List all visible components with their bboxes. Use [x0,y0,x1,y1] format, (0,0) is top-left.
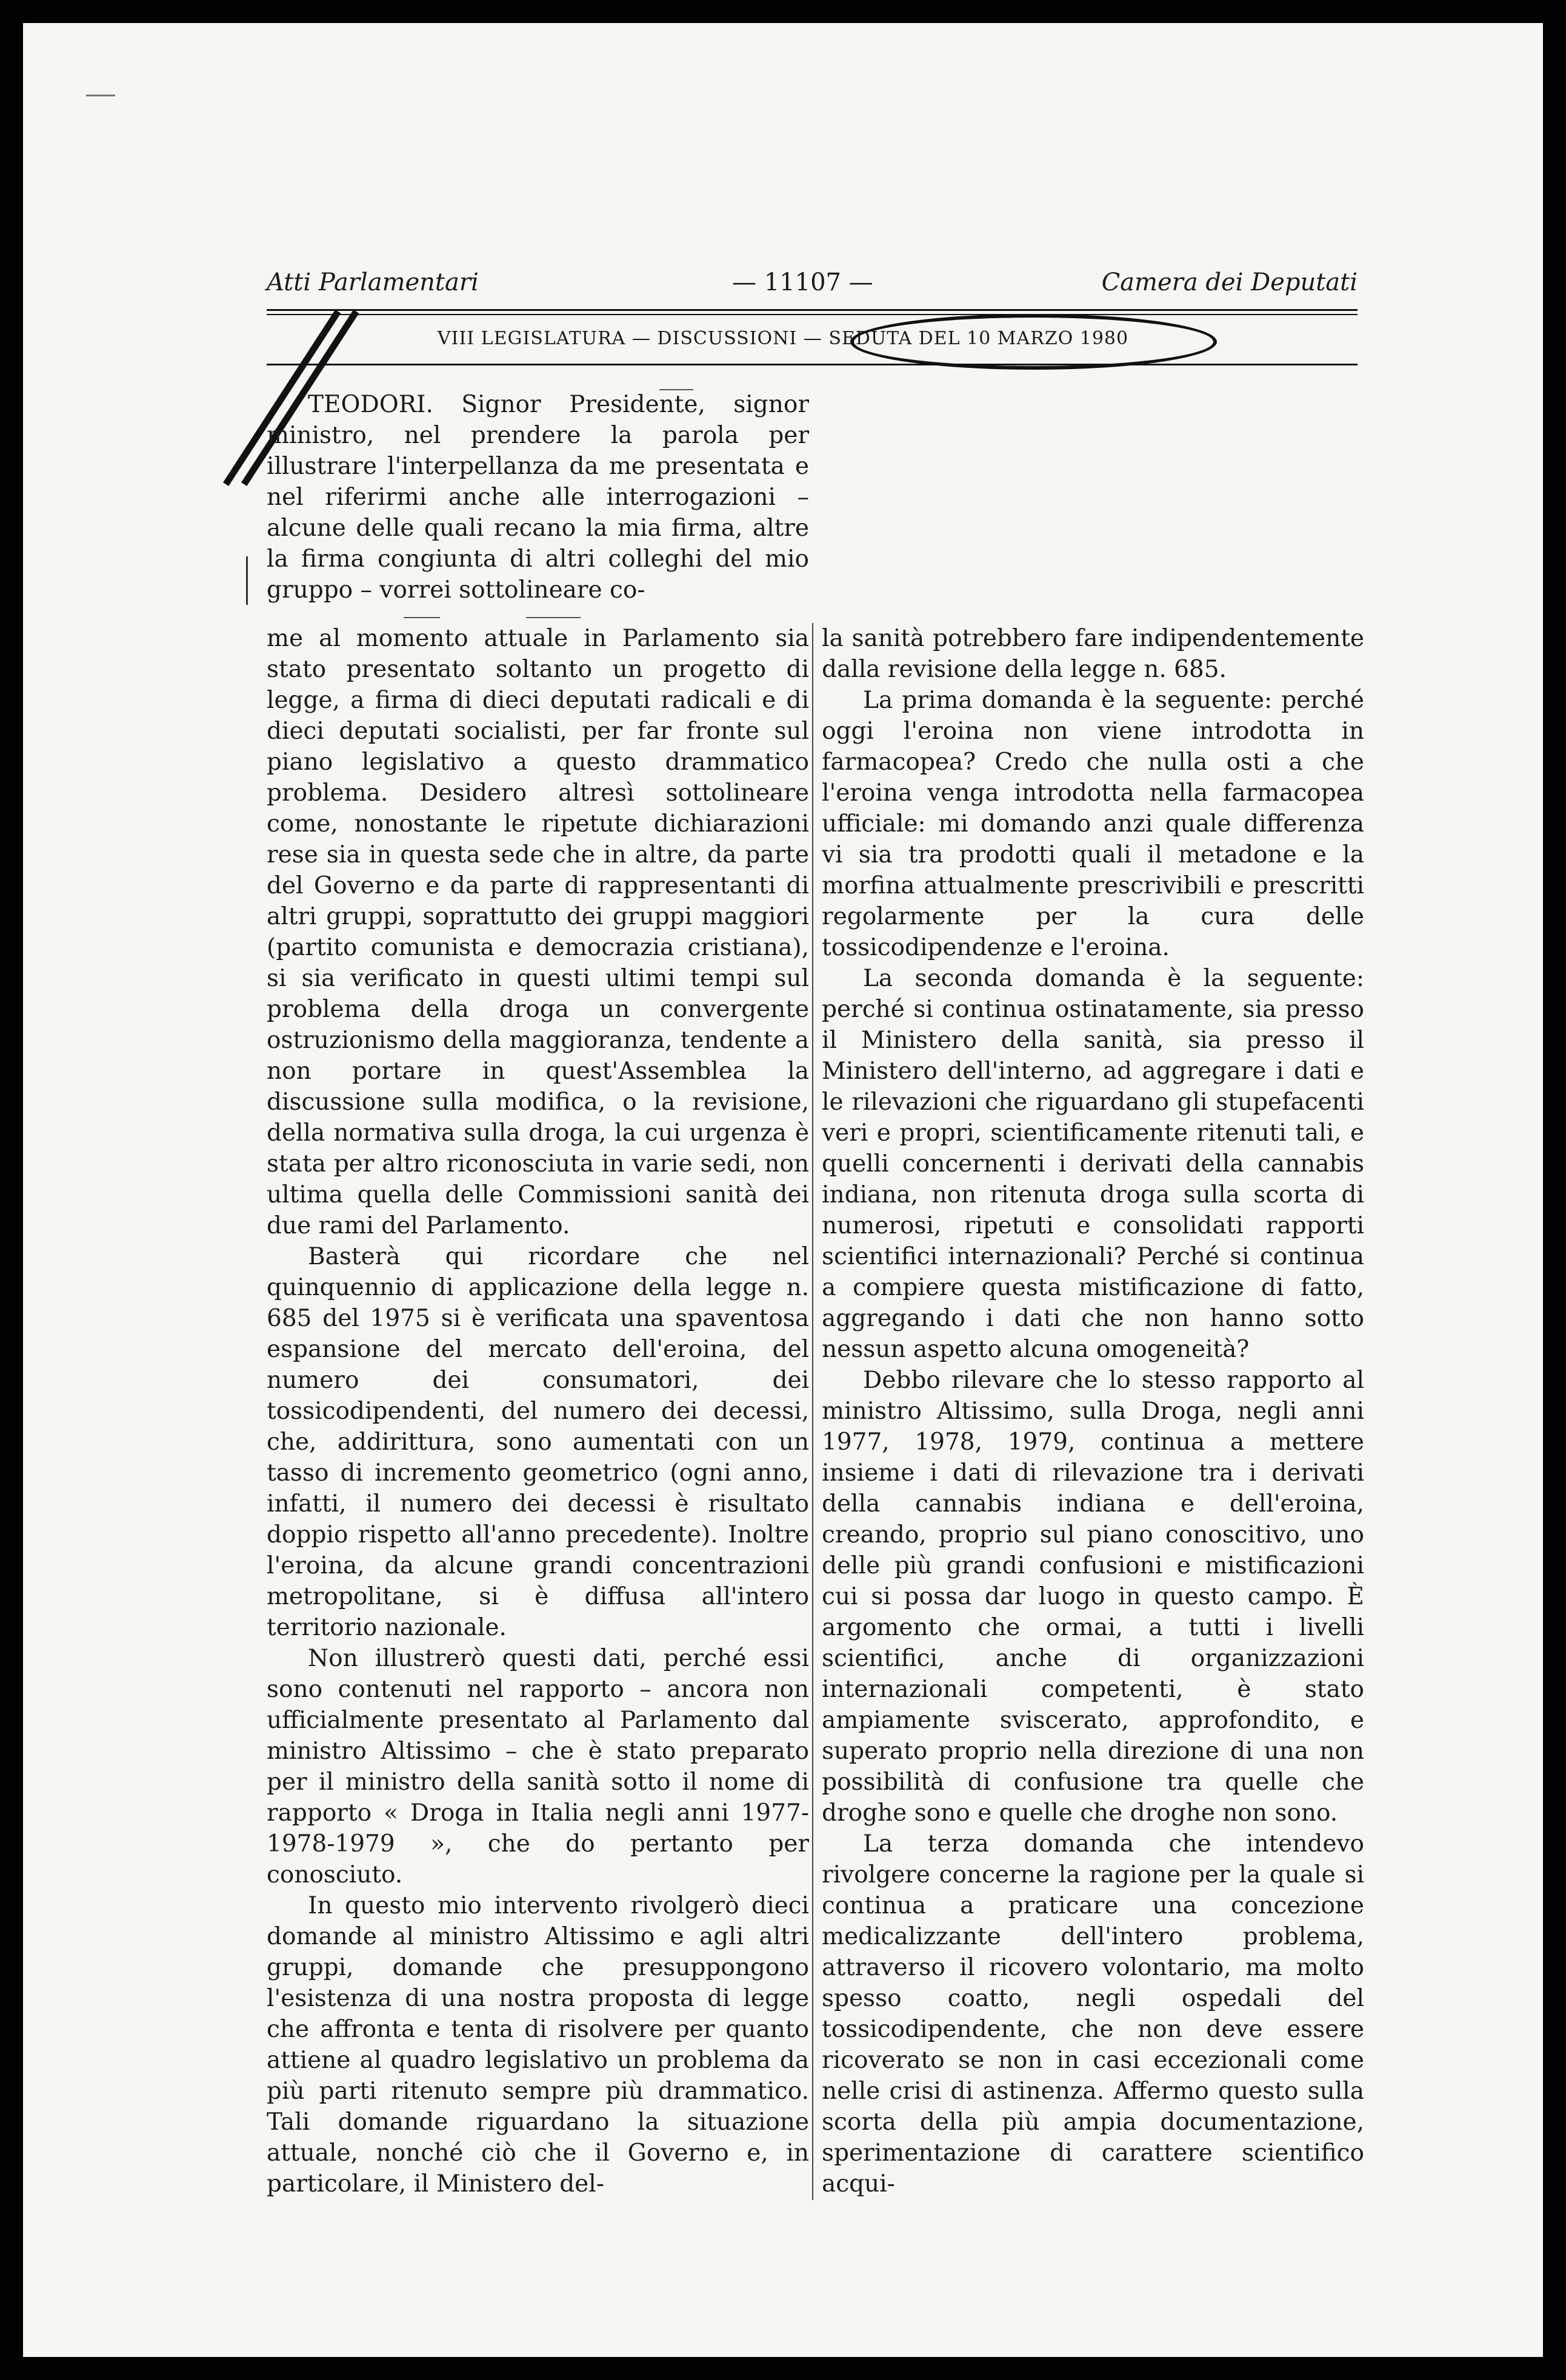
paragraph: La seconda domanda è la seguente: perché si continua ostinatamente, sia presso il Ministero della sanità, sia presso il Ministero dell'interno, ad aggregare i dati e le rilevazioni che riguardano gli stupefacenti veri e propri, scientificamente ritenuti tali, e quelli concernenti i derivati della cannabis indiana, non ritenuta droga sulla scorta di numerosi, ripetuti e consolidati rapporti scientifici internazionali? Perché si continua a compiere questa mistificazione di fatto, aggregando i dati che non hanno sotto nessun aspetto alcuna omogeneità? [822,965,1364,1363]
session-date: SEDUTA DEL 10 MARZO 1980 [828,328,1129,349]
speech-intro: TEODORI. Signor Presidente, signor ministro, nel prendere la parola per illustrare l'interpellanza da me presentata e nel riferirmi anche alle interrogazioni – alcune delle quali recano la mia firma, altre la firma congiunta di altri colleghi del mio gruppo – vorrei sottolineare co- [267,391,809,604]
right-column [822,623,1364,2199]
margin-line [246,556,248,605]
paragraph: Non illustrerò questi dati, perché essi sono contenuti nel rapporto – ancora non ufficialmente presentato al Parlamento dal ministro Altissimo – che è stato preparato per il ministro della sanità sotto il nome di rapporto « Droga in Italia negli anni 1977-1978-1979 », che do pertanto per conosciuto. [267,1645,809,1888]
intro-paragraph [267,389,809,605]
handwritten-circle-mark [850,314,1217,370]
paragraph: In questo mio intervento rivolgerò dieci domande al ministro Altissimo e agli altri gruppi, domande che presuppongono l'esistenza di una nostra proposta di legge che affronta e tenta di risolvere per quanto attiene al quadro legislativo un problema da più parti ritenuto sempre più drammatico. Tali domande riguardano la situazione attuale, nonché ciò che il Governo e, in particolare, il Ministero del- [267,1892,809,2198]
print-artifact [404,617,440,618]
header-right: Camera dei Deputati [1101,268,1358,296]
print-artifact [526,617,581,618]
paragraph: Debbo rilevare che lo stesso rapporto al ministro Altissimo, sulla Droga, negli anni 1977, 1978, 1979, continua a mettere insieme i dati di rilevazione tra i derivati della cannabis indiana e dell'eroina, creando, proprio sul piano conoscitivo, uno delle più grandi confusioni e mistificazioni cui si possa dar luogo in questo campo. È argomento che ormai, a tutti i livelli scientifici, anche di organizzazioni internazionali competenti, è stato ampiamente sviscerato, approfondito, e superato proprio nella direzione di una non possibilità di confusione tra quelle che droghe sono e quelle che droghe non sono. [822,1367,1364,1827]
margin-mark [86,95,115,96]
left-column [267,623,809,2199]
document-page [23,23,1543,2357]
page-number: — 11107 — [732,268,873,296]
session-line [23,328,1543,349]
paragraph: La prima domanda è la seguente: perché oggi l'eroina non viene introdotta in farmacopea? Credo che nulla osti a che l'eroina venga introdotta nella farmacopea ufficiale: mi domando anzi quale differenza vi sia tra prodotti quali il metadone e la morfina attualmente prescrivibili e prescritti regolarmente per la cura delle tossicodipendenze e l'eroina. [822,687,1364,961]
header-rule-thin [267,314,1358,315]
paragraph: me al momento attuale in Parlamento sia stato presentato soltanto un progetto di legge, a firma di dieci deputati radicali e di dieci deputati socialisti, per far fronte sul piano legislativo a questo drammatico problema. Desidero altresì sottolineare come, nonostante le ripetute dichiarazioni rese sia in questa sede che in altre, da parte del Governo e da parte di rappresentanti di altri gruppi, soprattutto dei gruppi maggiori (partito comunista e democrazia cristiana), si sia verificato in questi ultimi tempi sul problema della droga un convergente ostruzionismo della maggioranza, tendente a non portare in quest'Assemblea la discussione sulla modifica, o la revisione, della normativa sulla droga, la cui urgenza è stata per altro riconosciuta in varie sedi, non ultima quella delle Commissioni sanità dei due rami del Parlamento. [267,625,809,1239]
subheader-rule [267,364,1358,365]
header-left: Atti Parlamentari [267,268,479,296]
paragraph: la sanità potrebbero fare indipendentemente dalla revisione della legge n. 685. [822,625,1364,683]
paragraph: Basterà qui ricordare che nel quinquennio di applicazione della legge n. 685 del 1975 si è verificata una spaventosa espansione del mercato dell'eroina, del numero dei consumatori, dei tossicodipendenti, del numero dei decessi, che, addirittura, sono aumentati con un tasso di incremento geometrico (ogni anno, infatti, il numero dei decessi è risultato doppio rispetto all'anno precedente). Inoltre l'eroina, da alcune grandi concentrazioni metropolitane, si è diffusa all'intero territorio nazionale. [267,1243,809,1641]
column-divider [812,623,813,2200]
legislature-label: VIII LEGISLATURA — DISCUSSIONI — [437,328,822,349]
header-rule [267,309,1358,311]
paragraph: La terza domanda che intendevo rivolgere concerne la ragione per la quale si continua a praticare una concezione medicalizzante dell'intero problema, attraverso il ricovero volontario, ma molto spesso coatto, negli ospedali del tossicodipendente, che non deve essere ricoverato se non in casi eccezionali come nelle crisi di astinenza. Affermo questo sulla scorta della più ampia documentazione, sperimentazione di carattere scientifico acqui- [822,1830,1364,2198]
